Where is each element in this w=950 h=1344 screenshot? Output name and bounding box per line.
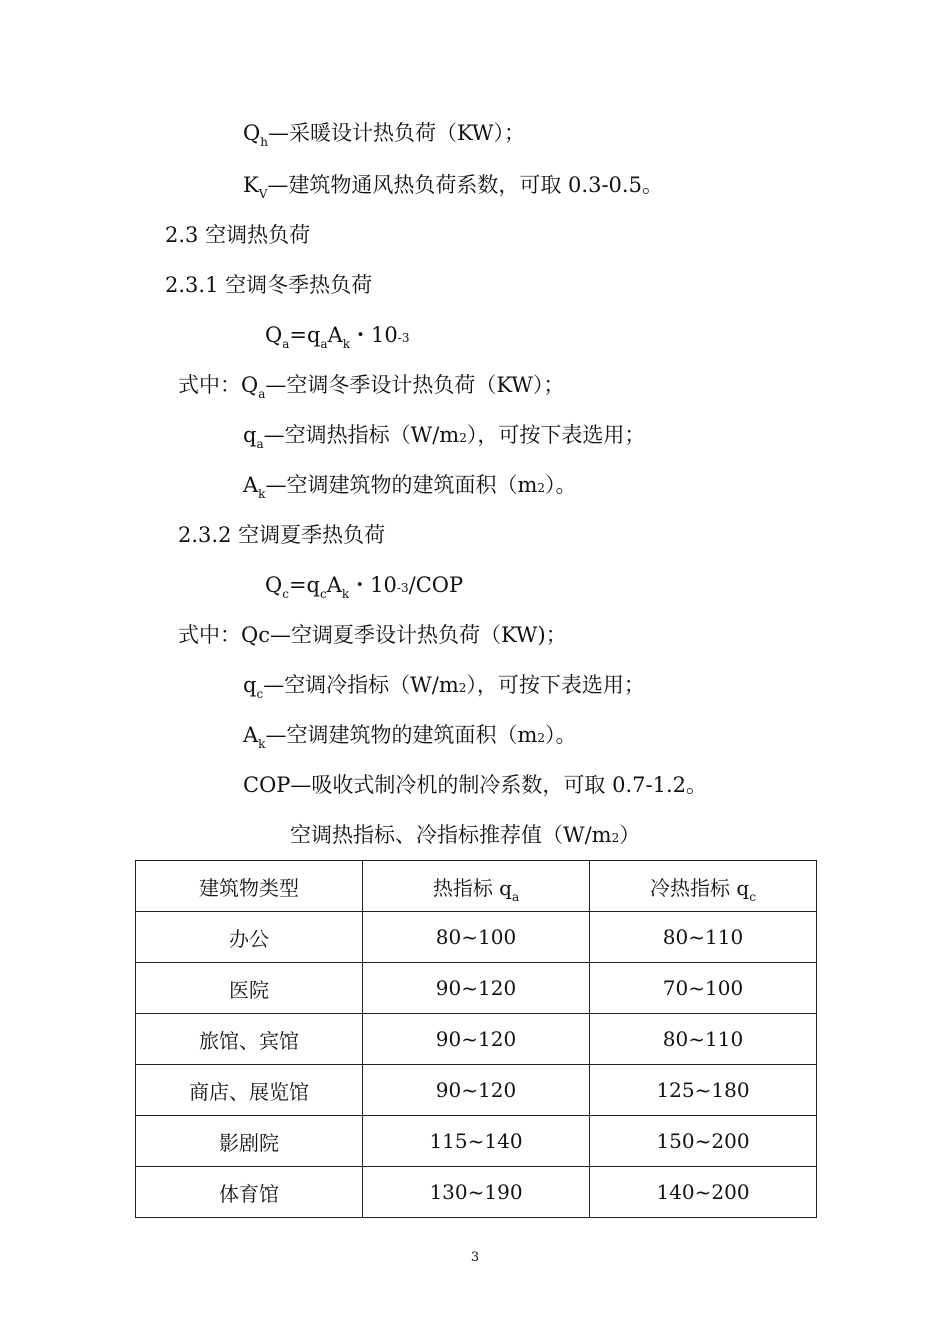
section-heading-2-3: 2.3 空调热负荷 bbox=[165, 223, 311, 247]
table-cell: 130~190 bbox=[363, 1167, 590, 1218]
table-cell: 150~200 bbox=[590, 1116, 817, 1167]
table-cell: 125~180 bbox=[590, 1065, 817, 1116]
table-cell: 80~110 bbox=[590, 912, 817, 963]
table-cell: 商店、展览馆 bbox=[136, 1065, 363, 1116]
header-building-type: 建筑物类型 bbox=[136, 861, 363, 912]
header-cool-index: 冷热指标 $q_c$ bbox=[590, 861, 817, 912]
table-cell: 影剧院 bbox=[136, 1116, 363, 1167]
summer-load-formula: $Q_c=q_cA_k$・10-3/COP bbox=[265, 573, 464, 601]
cop-definition: COP—吸收式制冷机的制冷系数，可取 0.7-1.2。 bbox=[243, 773, 707, 797]
table-cell: 80~110 bbox=[590, 1014, 817, 1065]
table-cell: 140~200 bbox=[590, 1167, 817, 1218]
heat-cool-index-table bbox=[135, 860, 817, 1218]
qh-definition: $Q_h—$采暖设计热负荷（KW）； bbox=[243, 121, 525, 149]
kv-definition: $K_V—$建筑物通风热负荷系数，可取 0.3-0.5。 bbox=[243, 173, 663, 201]
table-cell: 医院 bbox=[136, 963, 363, 1014]
table-row bbox=[136, 1065, 817, 1116]
table-row bbox=[136, 912, 817, 963]
winter-load-formula: $Q_a=q_aA_k$・10-3 bbox=[265, 323, 410, 351]
table-cell: 90~120 bbox=[363, 963, 590, 1014]
where-qa: 式中：$Q_a—$空调冬季设计热负荷（KW）； bbox=[178, 373, 565, 401]
table-cell: 办公 bbox=[136, 912, 363, 963]
header-heat-index: 热指标 $q_a$ bbox=[363, 861, 590, 912]
table-caption: 空调热指标、冷指标推荐值（W/m2） bbox=[290, 823, 641, 847]
ak-definition-1: $A_k—$空调建筑物的建筑面积（m2）。 bbox=[243, 473, 577, 501]
table-cell: 115~140 bbox=[363, 1116, 590, 1167]
table-cell: 体育馆 bbox=[136, 1167, 363, 1218]
table-row bbox=[136, 1167, 817, 1218]
qa-definition: $q_a—$空调热指标（W/m2），可按下表选用； bbox=[243, 423, 646, 451]
table-cell: 旅馆、宾馆 bbox=[136, 1014, 363, 1065]
section-heading-2-3-1: 2.3.1 空调冬季热负荷 bbox=[165, 273, 373, 297]
ak-definition-2: $A_k—$空调建筑物的建筑面积（m2）。 bbox=[243, 723, 577, 751]
table-row bbox=[136, 1116, 817, 1167]
table-row bbox=[136, 963, 817, 1014]
table-header-row bbox=[136, 861, 817, 912]
section-heading-2-3-2: 2.3.2 空调夏季热负荷 bbox=[178, 523, 386, 547]
qc-definition: $q_c—$空调冷指标（W/m2），可按下表选用； bbox=[243, 673, 645, 701]
page-number: 3 bbox=[470, 1250, 480, 1265]
where-qc: 式中：Qc—空调夏季设计热负荷（KW)； bbox=[178, 623, 567, 647]
table-row bbox=[136, 1014, 817, 1065]
table-cell: 90~120 bbox=[363, 1014, 590, 1065]
table-cell: 90~120 bbox=[363, 1065, 590, 1116]
table-cell: 70~100 bbox=[590, 963, 817, 1014]
table-cell: 80~100 bbox=[363, 912, 590, 963]
